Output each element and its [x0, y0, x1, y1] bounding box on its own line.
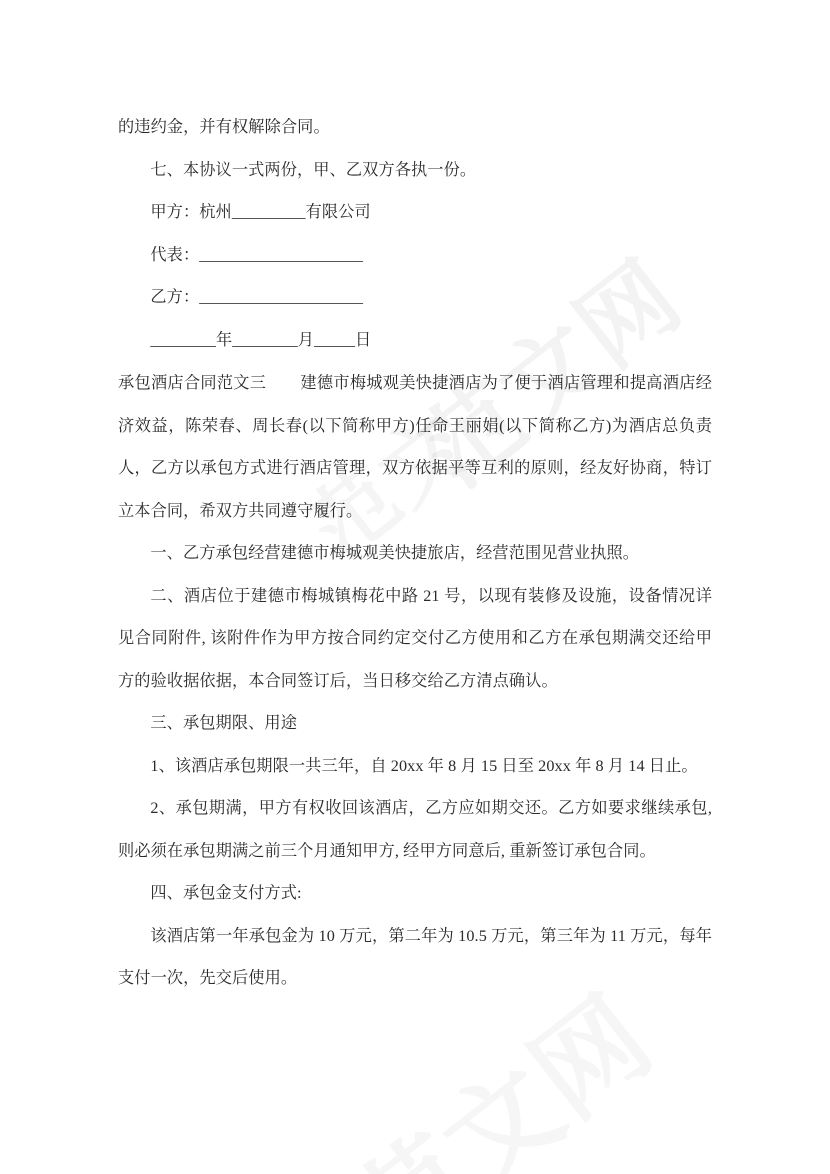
paragraph-clause-seven: 七、本协议一式两份，甲、乙双方各执一份。	[150, 160, 477, 179]
paragraph-continuation-penalty: 的违约金，并有权解除合同。	[118, 118, 330, 136]
paragraph-signature-date: ________年________月_____日	[150, 330, 372, 349]
paragraph-article-four-body: 该酒店第一年承包金为 10 万元，第二年为 10.5 万元，第三年为 11 万元，每年支付一次，先交后使用。	[118, 926, 712, 987]
paragraph-article-three-title: 三、承包期限、用途	[150, 714, 297, 732]
sample-three-body: 建德市梅城观美快捷酒店为了便于酒店管理和提高酒店经济效益，陈荣春、周长春(以下简称甲方)任命王丽娟(以下简称乙方)为酒店总负责人，乙方以承包方式进行酒店管理，双方依据平等互利的原则，经友好协商，特订立本合同，希双方共同遵守履行。	[118, 374, 712, 520]
paragraph-representative-signature: 代表：____________________	[150, 245, 364, 264]
paragraph-party-a-signature: 甲方：杭州_________有限公司	[150, 203, 371, 221]
paragraph-article-three-item-one: 1、该酒店承包期限一共三年，自 20xx 年 8 月 15 日至 20xx 年 8 月 14 日止。	[150, 756, 698, 775]
paragraph-sample-three-intro	[118, 362, 712, 532]
paragraph-article-one: 一、乙方承包经营建德市梅城观美快捷旅店，经营范围见营业执照。	[150, 544, 640, 562]
paragraph-article-three-item-two: 2、承包期满，甲方有权收回该酒店，乙方应如期交还。乙方如要求继续承包, 则必须在承包期满之前三个月通知甲方, 经甲方同意后, 重新签订承包合同。	[118, 799, 712, 860]
paragraph-article-two: 二、酒店位于建德市梅城镇梅花中路 21 号，以现有装修及设施，设备情况详见合同附件, 该附件作为甲方按合同约定交付乙方使用和乙方在承包期满交还给甲方的验收据依据，本合同签订后，当日移交给乙方清点确认。	[118, 586, 712, 690]
paragraph-article-four-title: 四、承包金支付方式:	[150, 884, 302, 902]
sample-three-heading: 承包酒店合同范文三	[118, 374, 267, 392]
paragraph-party-b-signature: 乙方：____________________	[150, 288, 364, 306]
